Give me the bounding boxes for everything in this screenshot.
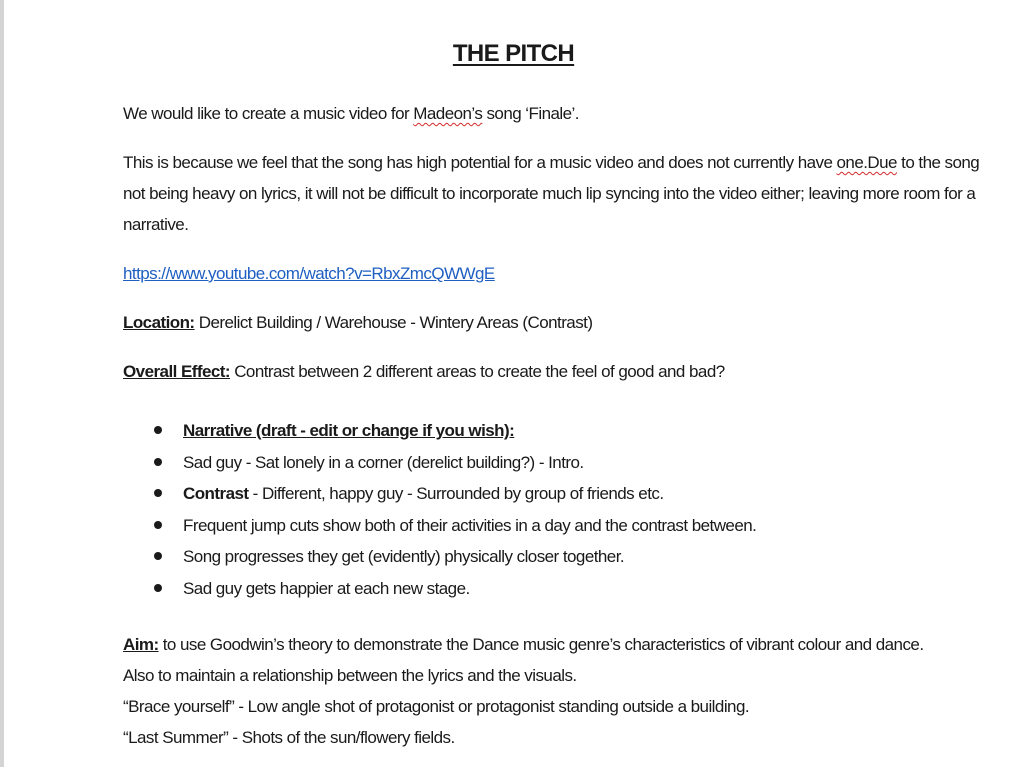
narrative-item-text: Sad guy - Sat lonely in a corner (derelict building?) - Intro. <box>183 452 584 472</box>
narrative-list <box>123 415 983 605</box>
overall-effect-paragraph <box>123 356 983 387</box>
bullet-icon <box>154 426 162 434</box>
spelling-flag-artist[interactable]: Madeon’s <box>413 104 483 123</box>
list-item <box>123 573 983 605</box>
intro-text-end: song ‘Finale’. <box>482 104 579 123</box>
narrative-item-text: Sad guy gets happier at each new stage. <box>183 578 470 598</box>
contrast-label: Contrast <box>183 484 249 504</box>
list-item <box>123 541 983 573</box>
aim-line-4: “Last Summer” - Shots of the sun/flowery fields. <box>123 727 455 747</box>
document-title <box>0 40 1027 68</box>
overall-effect-label: Overall Effect: <box>123 362 231 381</box>
title-text: THE PITCH <box>452 40 575 67</box>
bullet-icon <box>154 552 162 560</box>
document-body <box>123 98 983 753</box>
aim-text: to use Goodwin’s theory to demonstrate the Dance music genre’s characteristics of vibrant colour and dance. <box>158 634 924 654</box>
location-text: Derelict Building / Warehouse - Wintery Areas (Contrast) <box>194 313 593 332</box>
aim-label: Aim: <box>123 634 159 654</box>
narrative-item-text: Song progresses they get (evidently) physically closer together. <box>183 547 625 567</box>
location-label: Location: <box>123 313 195 332</box>
reason-paragraph <box>123 147 983 240</box>
intro-text-start: We would like to create a music video for <box>123 104 414 123</box>
list-item <box>123 415 983 447</box>
overall-effect-text: Contrast between 2 different areas to create the feel of good and bad? <box>230 362 725 381</box>
list-item <box>123 478 983 510</box>
aim-line-2: Also to maintain a relationship between the lyrics and the visuals. <box>123 665 577 685</box>
page-left-edge <box>0 0 4 767</box>
location-paragraph <box>123 307 983 338</box>
bullet-icon <box>154 489 162 497</box>
list-item <box>123 447 983 479</box>
narrative-item-text: - Different, happy guy - Surrounded by group of friends etc. <box>248 484 664 504</box>
aim-paragraph <box>123 629 983 660</box>
bullet-icon <box>154 584 162 592</box>
list-item <box>123 510 983 542</box>
youtube-link[interactable]: https://www.youtube.com/watch?v=RbxZmcQWWgE <box>123 264 495 283</box>
link-paragraph <box>123 258 983 289</box>
reason-text-start: This is because we feel that the song has high potential for a music video and does not currently have <box>123 153 837 172</box>
narrative-item-text: Frequent jump cuts show both of their activities in a day and the contrast between. <box>183 515 757 535</box>
spelling-flag-word[interactable]: one.Due <box>836 153 897 172</box>
narrative-heading: Narrative (draft - edit or change if you wish): <box>183 421 515 440</box>
intro-paragraph <box>123 98 983 129</box>
aim-section <box>123 629 983 753</box>
aim-line-3: “Brace yourself” - Low angle shot of protagonist or protagonist standing outside a building. <box>123 696 750 716</box>
reason-text-end: to the song not being heavy on lyrics, it will not be difficult to incorporate much lip syncing into the video either; leaving more room for a narrative. <box>123 153 980 234</box>
bullet-icon <box>154 521 162 529</box>
bullet-icon <box>154 458 162 466</box>
